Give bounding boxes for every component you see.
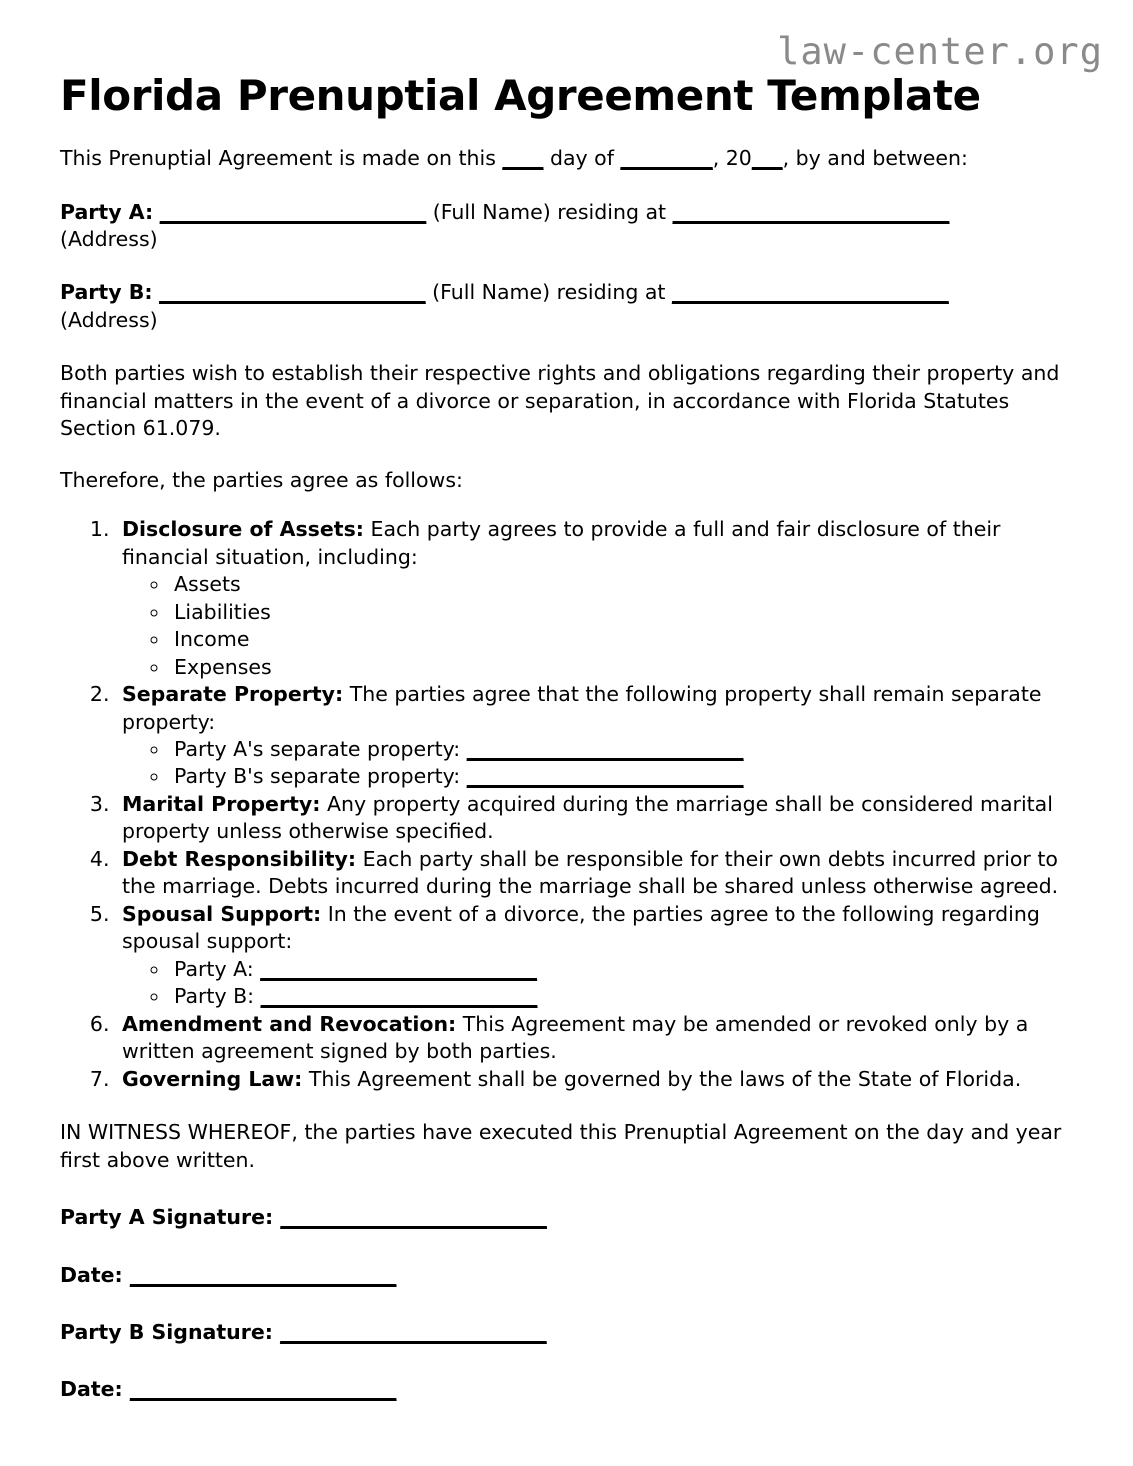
party-a-address-note: (Address): [60, 226, 158, 251]
signature-label: Date:: [60, 1262, 130, 1287]
party-b-line: [60, 279, 1073, 334]
signature-label: Party B Signature:: [60, 1319, 281, 1344]
clause-sub-item: [170, 571, 1073, 598]
clause-body: Any property acquired during the marriage shall be considered marital property unless otherwise specified.: [122, 791, 1053, 844]
clause-sub-list: [122, 571, 1073, 681]
intro-text-4: , by and between:: [782, 146, 968, 171]
party-b-label: Party B:: [60, 280, 153, 305]
intro-text-2: day of: [543, 146, 621, 171]
party-b-address-note: (Address): [60, 307, 158, 332]
clause-sub-item: [170, 736, 1073, 763]
party-b-address-blank: ___________________________: [671, 280, 949, 305]
clause-item: [116, 791, 1073, 846]
intro-text-1: This Prenuptial Agreement is made on this: [60, 146, 503, 171]
clause-heading: Disclosure of Assets:: [122, 517, 364, 542]
signature-line: [60, 1262, 1073, 1289]
party-a-mid-text: (Full Name) residing at: [426, 199, 673, 224]
clause-sub-blank: ___________________________: [466, 737, 744, 761]
clause-body: This Agreement may be amended or revoked only by a written agreement signed by both parties.: [122, 1011, 1029, 1064]
signature-line: [60, 1204, 1073, 1231]
therefore-paragraph: Therefore, the parties agree as follows:: [60, 467, 463, 492]
clause-sub-list: [122, 956, 1073, 1011]
signature-blank: __________________________: [280, 1319, 547, 1344]
signature-label: Date:: [60, 1377, 130, 1402]
clause-text: [122, 1067, 1021, 1091]
clause-list: [60, 516, 1073, 1093]
signature-line: [60, 1376, 1073, 1403]
clause-item: [116, 1066, 1073, 1093]
clause-sub-label: Party A's separate property:: [174, 737, 467, 761]
clause-heading: Amendment and Revocation:: [122, 1011, 457, 1036]
clause-heading: Spousal Support:: [122, 901, 322, 926]
signature-block: [60, 1204, 1073, 1404]
clause-item: [116, 516, 1073, 681]
clause-sub-label: Party B's separate property:: [174, 764, 467, 789]
party-b-mid-text: (Full Name) residing at: [425, 280, 672, 305]
clause-body: Each party agrees to provide a full and fair disclosure of their financial situation, including:: [122, 517, 1001, 569]
party-a-address-blank: ___________________________: [672, 199, 950, 224]
clause-sub-list: [122, 736, 1073, 791]
recital-paragraph: Both parties wish to establish their respective rights and obligations regarding their property and financial matters in the event of a divorce or separation, in accordance with Florida Statutes Section 61.079.: [60, 361, 1060, 441]
clause-text: [122, 902, 1040, 953]
clause-text: [122, 792, 1053, 843]
intro-text-3: , 20: [712, 146, 752, 171]
clause-heading: Separate Property:: [122, 682, 344, 707]
signature-label: Party A Signature:: [60, 1205, 281, 1230]
clause-sub-label: Party B:: [174, 984, 261, 1009]
clause-sub-label: Expenses: [174, 654, 272, 679]
clause-text: [122, 1012, 1028, 1063]
party-a-label: Party A:: [60, 199, 154, 224]
intro-paragraph: [60, 145, 1073, 172]
party-b-name-blank: __________________________: [159, 280, 426, 305]
intro-month-blank: _________: [620, 146, 713, 171]
page-title: Florida Prenuptial Agreement Template: [60, 71, 981, 120]
signature-line: [60, 1319, 1073, 1346]
clause-sub-blank: ___________________________: [466, 764, 744, 789]
clause-sub-label: Party A:: [174, 956, 261, 981]
intro-day-blank: ____: [502, 146, 544, 171]
clause-sub-blank: ___________________________: [260, 984, 538, 1009]
party-a-line: [60, 199, 1073, 254]
clause-item: [116, 681, 1073, 791]
clause-item: [116, 1011, 1073, 1066]
clause-sub-label: Assets: [174, 572, 241, 597]
clause-body: This Agreement shall be governed by the laws of the State of Florida.: [302, 1066, 1022, 1091]
witness-paragraph: IN WITNESS WHEREOF, the parties have executed this Prenuptial Agreement on the day and year first above written.: [60, 1120, 1062, 1172]
clause-sub-blank: ___________________________: [260, 956, 537, 981]
clause-sub-label: Income: [174, 627, 250, 652]
signature-blank: __________________________: [280, 1205, 547, 1230]
signature-blank: __________________________: [129, 1262, 397, 1287]
clause-body: Each party shall be responsible for their own debts incurred prior to the marriage. Debts incurred during the marriage shall be shared unless otherwise agreed.: [122, 846, 1059, 899]
site-watermark: law-center.org: [777, 30, 1103, 73]
clause-item: [116, 901, 1073, 1011]
clause-heading: Marital Property:: [122, 791, 321, 816]
clause-sub-item: [170, 599, 1073, 626]
clause-sub-item: [170, 763, 1073, 790]
intro-year-blank: ___: [751, 146, 783, 171]
clause-heading: Debt Responsibility:: [122, 846, 357, 871]
clause-sub-item: [170, 983, 1073, 1010]
party-a-name-blank: __________________________: [159, 199, 427, 224]
clause-text: [122, 682, 1041, 733]
clause-heading: Governing Law:: [122, 1066, 303, 1091]
signature-blank: __________________________: [129, 1377, 397, 1402]
clause-sub-item: [170, 626, 1073, 653]
clause-sub-label: Liabilities: [174, 599, 271, 624]
clause-sub-item: [170, 654, 1073, 681]
clause-text: [122, 517, 1000, 568]
clause-body: The parties agree that the following property shall remain separate property:: [122, 682, 1042, 734]
clause-text: [122, 847, 1058, 898]
clause-body: In the event of a divorce, the parties agree to the following regarding spousal support:: [122, 901, 1040, 954]
clause-item: [116, 846, 1073, 901]
clause-sub-item: [170, 956, 1073, 983]
